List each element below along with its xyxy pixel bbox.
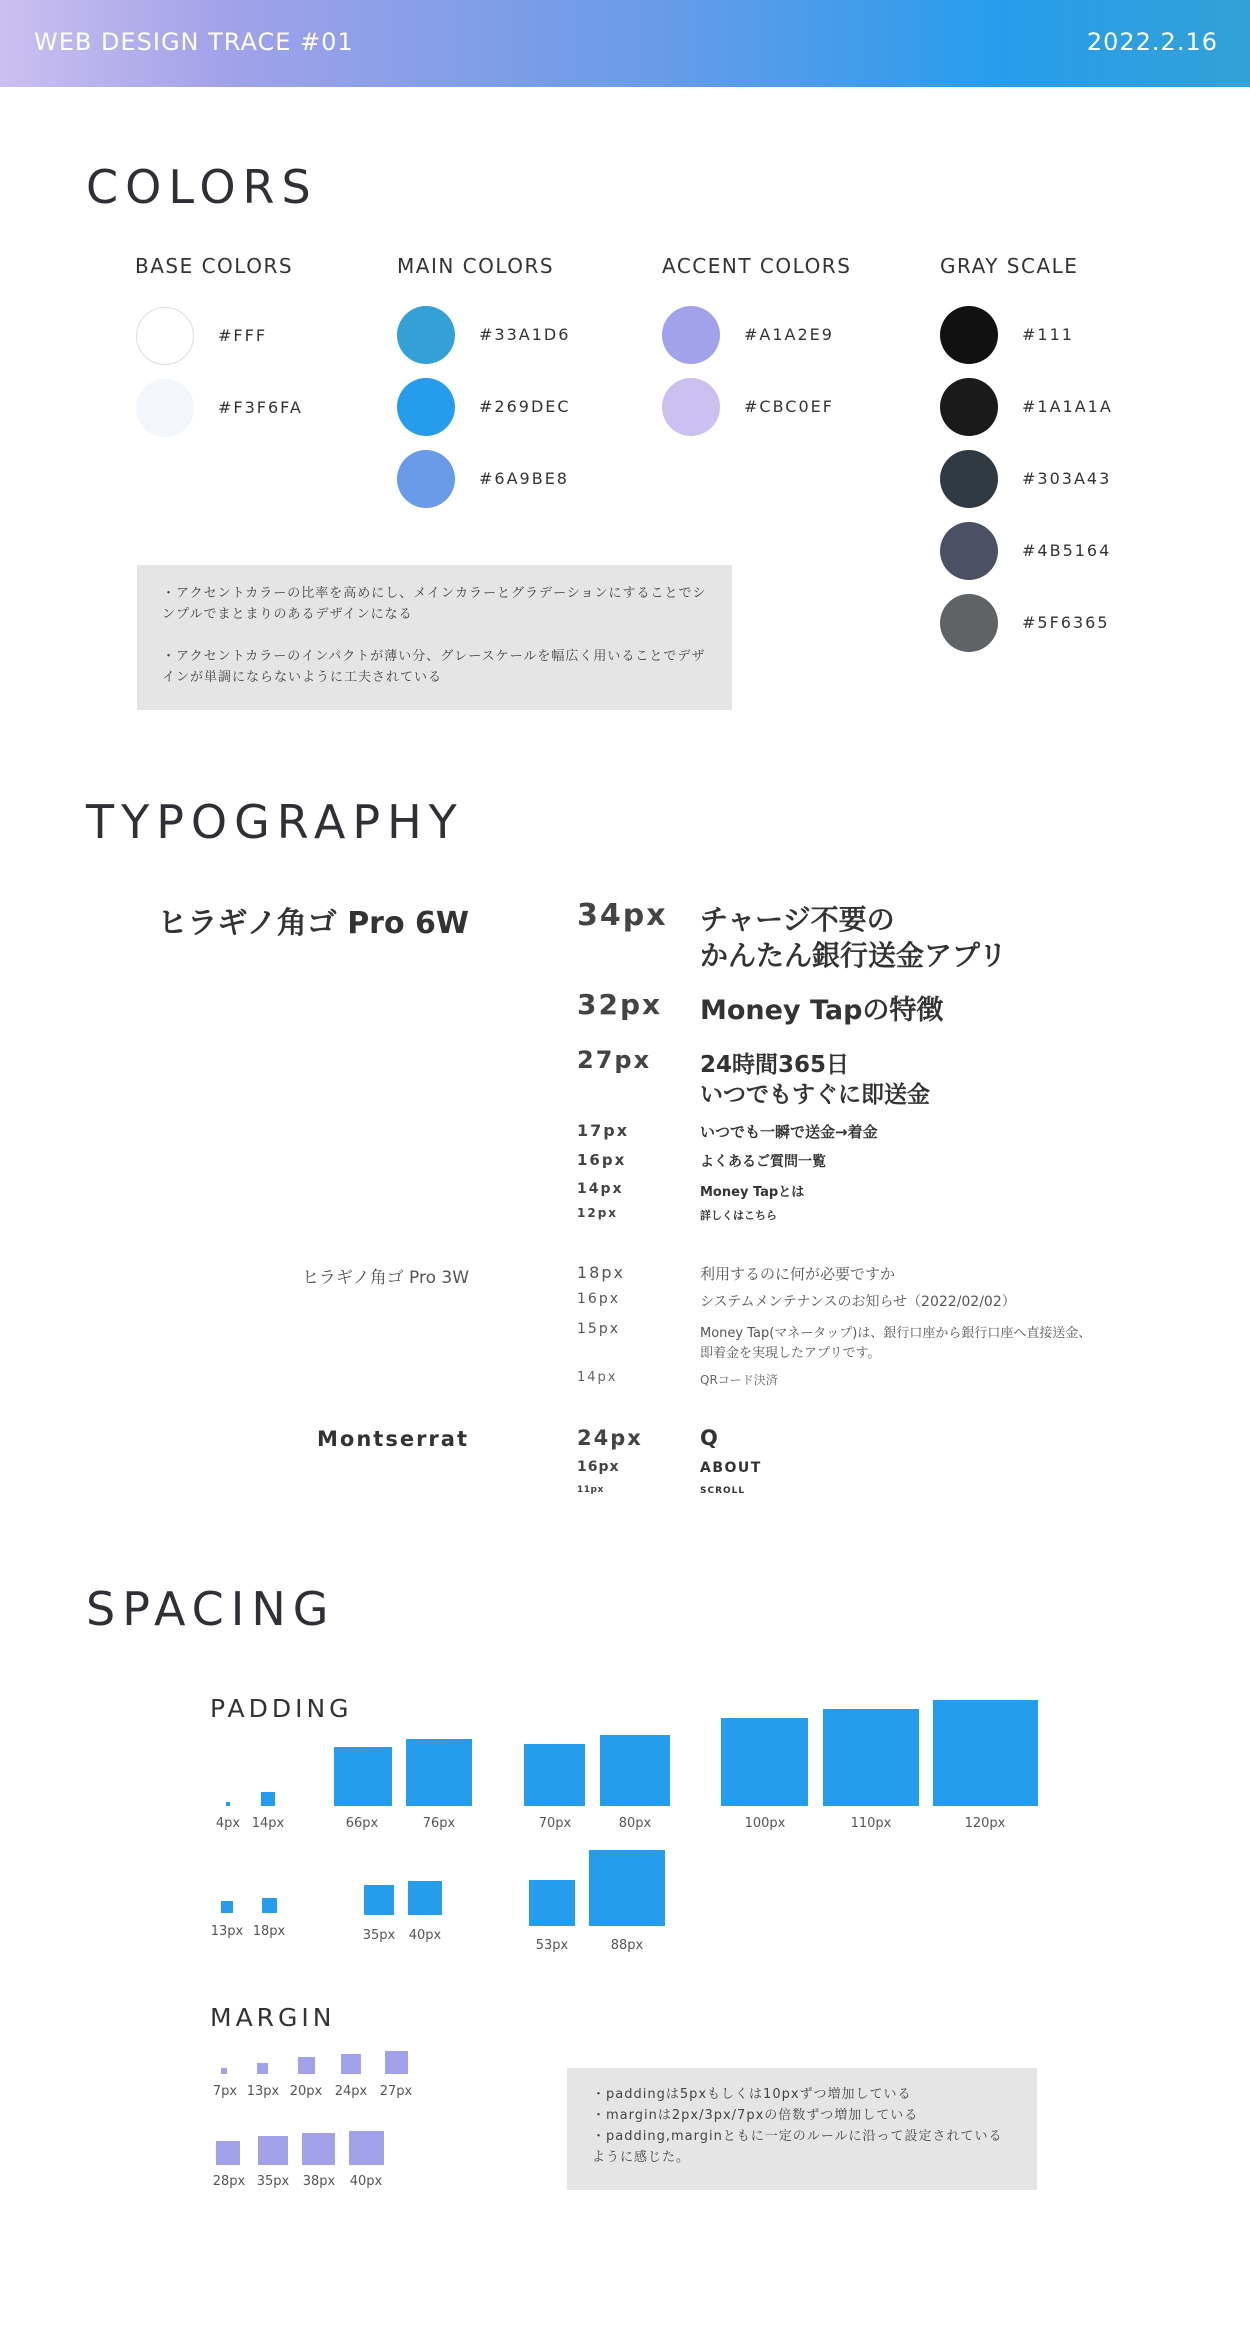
margin-swatch-40: [349, 2131, 384, 2165]
padding-swatch-110: [823, 1709, 919, 1806]
hex-label: #269DEC: [479, 397, 571, 416]
padding-label: 70px: [538, 1816, 572, 1831]
color-swatch-6a9be8: [397, 450, 455, 508]
type-sample: かんたん銀行送金アプリ: [700, 939, 1007, 972]
font-name-hiragino-3w: ヒラギノ角ゴ Pro 3W: [301, 1268, 469, 1288]
padding-swatch-88: [589, 1850, 665, 1926]
padding-swatch-100: [721, 1718, 808, 1806]
padding-label: 88px: [610, 1938, 644, 1953]
padding-swatch-40: [408, 1881, 442, 1915]
size-label: 15px: [577, 1321, 620, 1337]
margin-swatch-27: [385, 2051, 408, 2074]
hex-label: #F3F6FA: [218, 398, 303, 417]
hex-label: #4B5164: [1022, 541, 1112, 560]
size-label: 16px: [577, 1459, 620, 1475]
hex-label: #111: [1022, 325, 1074, 344]
base-colors-title: BASE COLORS: [135, 254, 294, 278]
hex-label: #33A1D6: [479, 325, 571, 344]
spacing-note: ・paddingは5pxもしくは10pxずつ増加している: [592, 2087, 912, 2102]
type-sample: Money Tap(マネータップ)は、銀行口座から銀行口座へ直接送金、: [700, 1326, 1092, 1341]
size-label: 27px: [577, 1046, 652, 1074]
colors-note: ・アクセントカラーのインパクトが薄い分、グレースケールを幅広く用いることでデザインが単調にならないように工夫されている: [162, 649, 706, 685]
font-name-hiragino-6w: ヒラギノ角ゴ Pro 6W: [157, 906, 469, 941]
hex-label: #A1A2E9: [744, 325, 834, 344]
padding-title: PADDING: [210, 1694, 353, 1723]
padding-label: 14px: [251, 1816, 285, 1831]
padding-swatch-13: [221, 1901, 233, 1913]
padding-swatch-120: [933, 1700, 1038, 1806]
margin-swatch-35: [258, 2136, 288, 2165]
type-sample: Q: [700, 1426, 718, 1450]
padding-label: 13px: [210, 1924, 244, 1939]
accent-colors-title: ACCENT COLORS: [662, 254, 852, 278]
header-bar: [0, 0, 1250, 87]
hex-label: #6A9BE8: [479, 469, 569, 488]
spacing-note: ・padding,marginともに一定のルールに沿って設定されているように感じた。: [592, 2129, 1003, 2165]
type-sample: 詳しくはこちら: [700, 1209, 777, 1222]
hex-label: #1A1A1A: [1022, 397, 1113, 416]
color-swatch-4b5164: [940, 522, 998, 580]
colors-section-title: COLORS: [86, 160, 318, 214]
type-sample: よくあるご質問一覧: [700, 1154, 826, 1170]
padding-label: 80px: [618, 1816, 652, 1831]
size-label: 18px: [577, 1263, 625, 1282]
size-label: 32px: [577, 988, 663, 1021]
padding-label: 40px: [408, 1928, 442, 1943]
color-swatch-303a43: [940, 450, 998, 508]
padding-label: 100px: [744, 1816, 786, 1831]
size-label: 24px: [577, 1426, 643, 1450]
margin-label: 7px: [212, 2084, 238, 2099]
size-label: 16px: [577, 1151, 627, 1169]
margin-label: 28px: [212, 2174, 246, 2189]
margin-swatch-24: [341, 2054, 361, 2074]
padding-swatch-80: [600, 1735, 670, 1806]
padding-label: 110px: [850, 1816, 892, 1831]
spacing-section-title: SPACING: [86, 1582, 336, 1636]
padding-label: 53px: [535, 1938, 569, 1953]
size-label: 14px: [577, 1370, 618, 1385]
margin-swatch-28: [216, 2141, 240, 2165]
size-label: 12px: [577, 1206, 619, 1220]
font-name-montserrat: Montserrat: [317, 1427, 469, 1451]
color-swatch-fff: [136, 307, 194, 365]
header-date: 2022.2.16: [1086, 28, 1218, 56]
main-colors-title: MAIN COLORS: [397, 254, 555, 278]
padding-swatch-4: [226, 1802, 230, 1806]
color-swatch-a1a2e9: [662, 306, 720, 364]
margin-swatch-20: [298, 2057, 315, 2074]
color-swatch-5f6365: [940, 594, 998, 652]
size-label: 34px: [577, 898, 668, 933]
padding-label: 120px: [964, 1816, 1006, 1831]
type-sample: いつでもすぐに即送金: [700, 1082, 930, 1108]
size-label: 17px: [577, 1121, 630, 1140]
padding-swatch-76: [406, 1739, 472, 1806]
padding-swatch-14: [261, 1792, 275, 1806]
margin-label: 24px: [334, 2084, 368, 2099]
padding-swatch-66: [334, 1747, 392, 1806]
hex-label: #5F6365: [1022, 613, 1110, 632]
padding-label: 4px: [215, 1816, 241, 1831]
margin-swatch-38: [302, 2133, 335, 2165]
color-swatch-269dec: [397, 378, 455, 436]
type-sample: QRコード決済: [700, 1373, 778, 1387]
type-sample: いつでも一瞬で送金→着金: [700, 1123, 878, 1141]
padding-swatch-18: [262, 1898, 277, 1913]
margin-swatch-7: [221, 2068, 227, 2074]
color-swatch-33a1d6: [397, 306, 455, 364]
type-sample: Money Tapの特徴: [700, 995, 944, 1026]
colors-notes-box: [137, 565, 732, 710]
margin-label: 27px: [379, 2084, 413, 2099]
padding-swatch-53: [529, 1880, 575, 1926]
margin-label: 20px: [289, 2084, 323, 2099]
type-sample: 利用するのに何が必要ですか: [700, 1265, 896, 1283]
type-sample: 24時間365日: [700, 1052, 850, 1078]
padding-label: 66px: [345, 1816, 379, 1831]
type-sample: SCROLL: [700, 1486, 746, 1496]
spacing-notes-box: [567, 2068, 1037, 2190]
color-swatch-111: [940, 306, 998, 364]
type-sample: システムメンテナンスのお知らせ（2022/02/02）: [700, 1294, 1016, 1310]
margin-title: MARGIN: [210, 2003, 336, 2032]
header-title: WEB DESIGN TRACE #01: [34, 28, 354, 56]
typography-section-title: TYPOGRAPHY: [86, 795, 464, 849]
padding-label: 18px: [252, 1924, 286, 1939]
type-sample: ABOUT: [700, 1460, 762, 1476]
color-swatch-1a1a1a: [940, 378, 998, 436]
spacing-note: ・marginは2px/3px/7pxの倍数ずつ増加している: [592, 2108, 919, 2123]
margin-swatch-13: [257, 2063, 268, 2074]
type-sample: チャージ不要の: [700, 903, 895, 936]
margin-label: 35px: [256, 2174, 290, 2189]
padding-label: 35px: [362, 1928, 396, 1943]
margin-label: 13px: [246, 2084, 280, 2099]
hex-label: #FFF: [218, 326, 268, 345]
padding-label: 76px: [422, 1816, 456, 1831]
size-label: 16px: [577, 1291, 620, 1307]
hex-label: #303A43: [1022, 469, 1112, 488]
size-label: 14px: [577, 1181, 624, 1197]
type-sample: 即着金を実現したアプリです。: [700, 1346, 881, 1361]
margin-label: 38px: [302, 2174, 336, 2189]
size-label: 11px: [577, 1485, 604, 1495]
padding-swatch-35: [364, 1885, 394, 1915]
margin-label: 40px: [349, 2174, 383, 2189]
padding-swatch-70: [524, 1744, 585, 1806]
color-swatch-cbc0ef: [662, 378, 720, 436]
type-sample: Money Tapとは: [700, 1185, 805, 1200]
gray-scale-title: GRAY SCALE: [940, 254, 1079, 278]
hex-label: #CBC0EF: [744, 397, 834, 416]
colors-note: ・アクセントカラーの比率を高めにし、メインカラーとグラデーションにすることでシンプルでまとまりのあるデザインになる: [162, 586, 707, 622]
color-swatch-f3f6fa: [136, 379, 194, 437]
